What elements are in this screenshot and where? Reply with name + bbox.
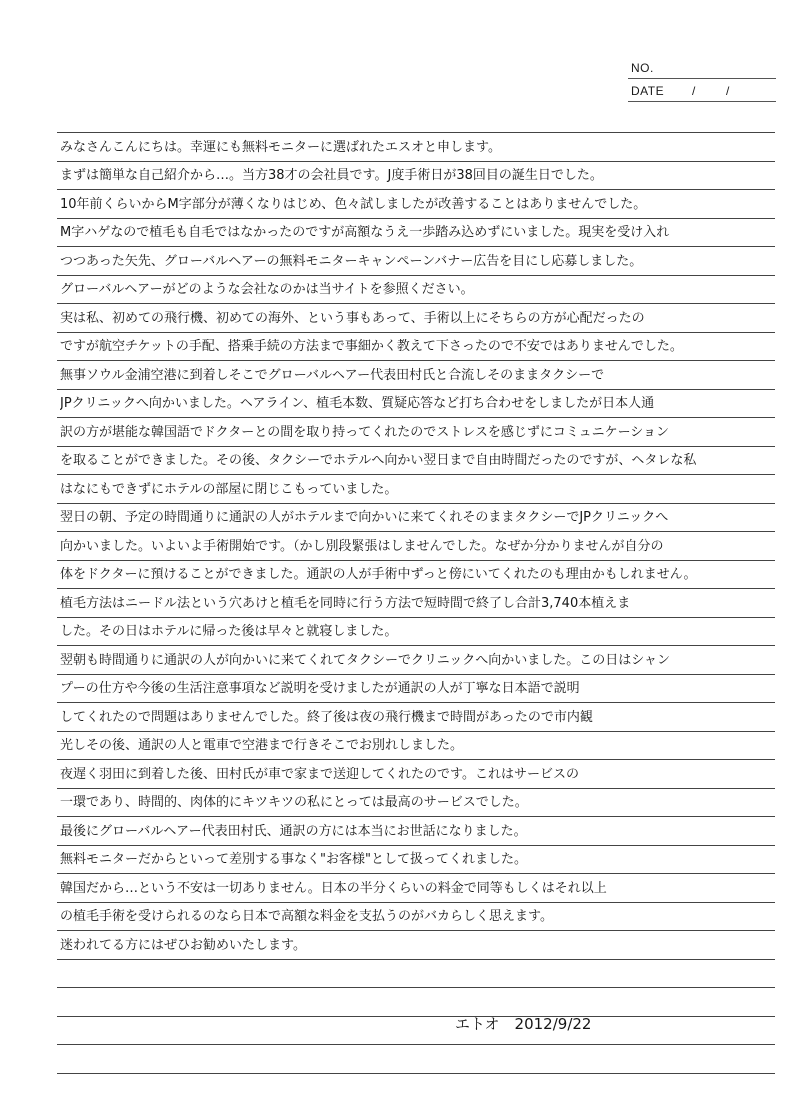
ruled-line <box>57 246 775 247</box>
ruled-line <box>57 873 775 874</box>
ruled-line <box>57 332 775 333</box>
handwritten-line: まずは簡単な自己紹介から…。当方38才の会社員です。J度手術日が38回目の誕生日でした。 <box>60 168 603 183</box>
ruled-line <box>57 531 775 532</box>
ruled-line <box>57 1073 775 1074</box>
ruled-line <box>57 1044 775 1045</box>
ruled-line <box>57 1016 775 1017</box>
handwritten-line: グローバルヘアーがどのような会社なのかは当サイトを参照ください。 <box>60 282 474 297</box>
handwritten-line: 迷われてる方にはぜひお勧めいたします。 <box>60 938 306 953</box>
handwritten-line: プーの仕方や今後の生活注意事項など説明を受けましたが通訳の人が丁寧な日本語で説明 <box>60 681 580 696</box>
handwritten-line: 無料モニターだからといって差別する事なく"お客様"として扱ってくれました。 <box>60 852 527 867</box>
handwritten-line: の植毛手術を受けられるのなら日本で高額な料金を支払うのがバカらしく思えます。 <box>60 909 553 924</box>
ruled-line <box>57 845 775 846</box>
ruled-line <box>57 417 775 418</box>
handwritten-line: 翌朝も時間通りに通訳の人が向かいに来てくれてタクシーでクリニックへ向かいました。この日はシャン <box>60 653 670 668</box>
handwritten-line: はなにもできずにホテルの部屋に閉じこもっていました。 <box>60 482 398 497</box>
ruled-line <box>57 503 775 504</box>
ruled-line <box>57 731 775 732</box>
signature-and-date: エトオ 2012/9/22 <box>455 1015 592 1033</box>
handwritten-line: した。その日はホテルに帰った後は早々と就寝しました。 <box>60 624 398 639</box>
ruled-line <box>57 987 775 988</box>
ruled-line <box>57 930 775 931</box>
ruled-line <box>57 588 775 589</box>
ruled-line <box>57 360 775 361</box>
handwritten-line: M字ハゲなので植毛も自毛ではなかったのですが高額なうえ一歩踏み込めずにいました。現実を受け入れ <box>60 225 670 240</box>
handwritten-line: 無事ソウル金浦空港に到着しそこでグローバルヘアー代表田村氏と合流しそのままタクシーで <box>60 368 605 383</box>
ruled-line <box>57 959 775 960</box>
ruled-line <box>57 132 775 133</box>
ruled-line <box>57 560 775 561</box>
handwritten-line: してくれたので問題はありませんでした。終了後は夜の飛行機まで時間があったので市内観 <box>60 710 593 725</box>
handwritten-line: 韓国だから…という不安は一切ありません。日本の半分くらいの料金で同等もしくはそれ以上 <box>60 881 607 896</box>
handwritten-line: 一環であり、時間的、肉体的にキツキツの私にとっては最高のサービスでした。 <box>60 795 528 810</box>
handwritten-line: JPクリニックへ向かいました。ヘアライン、植毛本数、質疑応答など打ち合わせをしましたが日本人通 <box>60 396 655 411</box>
date-separator: / <box>726 84 730 98</box>
ruled-line <box>57 446 775 447</box>
ruled-line <box>57 674 775 675</box>
handwritten-line: 向かいました。いよいよ手術開始です。（かし別段緊張はしませんでした。なぜか分かりませんが自分の <box>60 539 664 554</box>
ruled-line <box>57 816 775 817</box>
handwritten-line: みなさんこんにちは。幸運にも無料モニターに選ばれたエスオと申します。 <box>60 140 501 155</box>
ruled-line <box>57 759 775 760</box>
handwritten-line: つつあった矢先、グローバルヘアーの無料モニターキャンペーンバナー広告を目にし応募しました。 <box>60 254 643 269</box>
ruled-line <box>57 645 775 646</box>
ruled-line <box>57 389 775 390</box>
ruled-line <box>57 161 775 162</box>
handwritten-line: 最後にグローバルヘアー代表田村氏、通訳の方には本当にお世話になりました。 <box>60 824 527 839</box>
ruled-line <box>57 275 775 276</box>
handwritten-line: 10年前くらいからM字部分が薄くなりはじめ、色々試しましたが改善することはありませんでした。 <box>60 197 647 212</box>
ruled-line <box>57 189 775 190</box>
ruled-line <box>57 303 775 304</box>
ruled-line <box>57 702 775 703</box>
handwritten-line: を取ることができました。その後、タクシーでホテルへ向かい翌日まで自由時間だったのですが、ヘタレな私 <box>60 453 697 468</box>
handwritten-line: 訳の方が堪能な韓国語でドクターとの間を取り持ってくれたのでストレスを感じずにコミュニケーション <box>60 425 670 440</box>
ruled-line <box>57 902 775 903</box>
ruled-line <box>57 218 775 219</box>
date-separator: / <box>692 84 696 98</box>
ruled-line <box>57 474 775 475</box>
handwritten-line: 翌日の朝、予定の時間通りに通訳の人がホテルまで向かいに来てくれそのままタクシーでJPクリニックへ <box>60 510 669 525</box>
handwritten-line: 体をドクターに預けることができました。通訳の人が手術中ずっと傍にいてくれたのも理由かもしれません。 <box>60 567 697 582</box>
handwritten-line: 実は私、初めての飛行機、初めての海外、という事もあって、手術以上にそちらの方が心配だったの <box>60 311 645 326</box>
no-label: NO. <box>631 61 654 75</box>
handwritten-line: 光しその後、通訳の人と電車で空港まで行きそこでお別れしました。 <box>60 738 464 753</box>
handwritten-line: 夜遅く羽田に到着した後、田村氏が車で家まで送迎してくれたのです。これはサービスの <box>60 767 579 782</box>
ruled-line <box>57 617 775 618</box>
handwritten-line: 植毛方法はニードル法という穴あけと植毛を同時に行う方法で短時間で終了し合計3,740本植えま <box>60 596 631 611</box>
handwritten-line: ですが航空チケットの手配、搭乗手続の方法まで事細かく教えて下さったので不安ではありませんでした。 <box>60 339 683 354</box>
ruled-line <box>57 788 775 789</box>
date-label: DATE <box>631 84 665 98</box>
